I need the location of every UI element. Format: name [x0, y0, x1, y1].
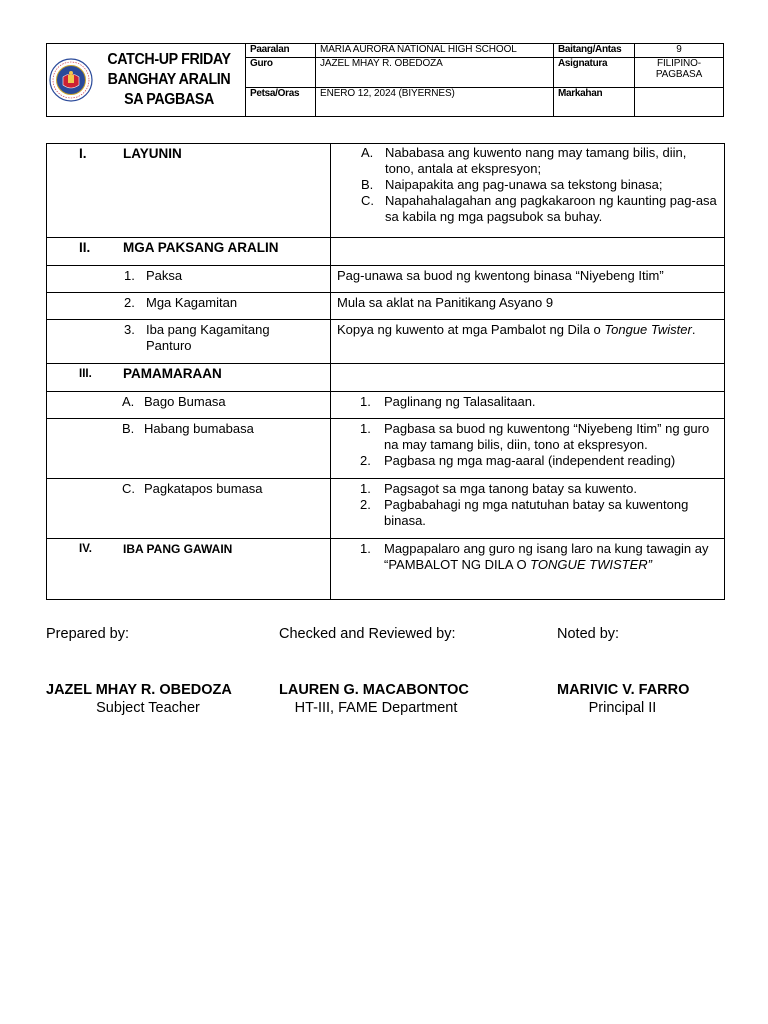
- item-marker: A.: [361, 145, 374, 160]
- petsa-label: Petsa/Oras: [246, 87, 316, 116]
- table-row: [47, 293, 725, 320]
- asignatura-value-line-2: PAGBASA: [655, 69, 703, 81]
- section-number: III.: [79, 368, 92, 380]
- subitem-label-cell: [47, 419, 331, 479]
- lesson-plan-table: [46, 143, 725, 600]
- section-title: LAYUNIN: [123, 146, 182, 161]
- subitem-label: Mga Kagamitan: [146, 295, 238, 310]
- table-row: [47, 266, 725, 293]
- baitang-value: 9: [635, 44, 724, 58]
- subitem-label-cell: [47, 293, 331, 320]
- subitem-label: Iba pang Kagamitang Panturo: [146, 322, 270, 353]
- section-row-paksa: [47, 238, 725, 266]
- item-text: Naipapakita ang pag-unawa sa tekstong binasa;: [385, 177, 663, 192]
- list-item: [360, 481, 718, 497]
- section-heading-cell: [47, 144, 331, 238]
- subitem-value-text: Kopya ng kuwento at mga Pambalot ng Dila o: [337, 322, 605, 337]
- table-row: [47, 419, 725, 479]
- paaralan-label: Paaralan: [246, 44, 316, 58]
- subitem-number: A.: [122, 394, 135, 409]
- item-marker: 2.: [360, 497, 371, 512]
- item-marker: 1.: [360, 481, 371, 496]
- item-text: Napahahalagahan ang pagkakaroon ng kaunting pag-asa sa kabila ng mga pagsubok sa buhay.: [385, 193, 717, 224]
- document-title: [99, 50, 239, 110]
- asignatura-value-line-1: FILIPINO-: [656, 58, 702, 70]
- checked-name: LAUREN G. MACABONTOC: [279, 682, 469, 698]
- list-item: [361, 193, 718, 225]
- deped-seal-icon: [49, 58, 93, 102]
- table-row: [47, 479, 725, 539]
- subitem-label: Paksa: [146, 268, 183, 283]
- item-marker: 1.: [360, 394, 371, 409]
- petsa-value: ENERO 12, 2024 (BIYERNES): [316, 87, 554, 116]
- list-item: [360, 421, 718, 453]
- subitem-number: B.: [122, 421, 135, 436]
- empty-cell: [331, 364, 725, 392]
- list-item: [360, 497, 718, 529]
- checked-position: HT-III, FAME Department: [294, 700, 458, 716]
- subitem-number: 2.: [124, 295, 135, 310]
- subitem-list-cell: [331, 392, 725, 419]
- header-table: [46, 43, 724, 117]
- layunin-objectives-cell: [331, 144, 725, 238]
- table-row: [47, 392, 725, 419]
- subitem-label-cell: [47, 479, 331, 539]
- prepared-name: JAZEL MHAY R. OBEDOZA: [46, 682, 232, 698]
- title-line-1: CATCH-UP FRIDAY: [107, 51, 231, 68]
- table-row: [47, 320, 725, 364]
- subitem-list-cell: [331, 419, 725, 479]
- item-marker: B.: [361, 177, 374, 192]
- item-marker: C.: [361, 193, 374, 208]
- markahan-label: Markahan: [554, 87, 635, 116]
- subitem-value-end: .: [691, 322, 696, 337]
- subitem-label-cell: [47, 266, 331, 293]
- markahan-value: [635, 87, 724, 116]
- item-text: Nababasa ang kuwento nang may tamang bilis, diin, tono, antala at ekspresyon;: [385, 145, 687, 176]
- asignatura-label: Asignatura: [554, 58, 635, 87]
- subitem-number: 1.: [124, 268, 135, 283]
- item-marker: 1.: [360, 541, 371, 556]
- list-item: [360, 453, 718, 469]
- list-item: [360, 394, 718, 410]
- item-text-main: Magpapalaro ang guro ng isang laro na kung tawagin ay “PAMBALOT NG DILA O: [384, 541, 709, 572]
- subitem-label: Habang bumabasa: [144, 421, 254, 436]
- subitem-list-cell: [331, 479, 725, 539]
- item-text: Paglinang ng Talasalitaan.: [384, 394, 536, 409]
- asignatura-value: [635, 58, 724, 87]
- checked-by-label: Checked and Reviewed by:: [279, 626, 456, 642]
- guro-label: Guro: [246, 58, 316, 87]
- section-title: IBA PANG GAWAIN: [123, 542, 233, 556]
- item-text: Pagbasa ng mga mag-aaral (independent reading): [384, 453, 676, 468]
- subitem-label: Bago Bumasa: [144, 394, 226, 409]
- subitem-label: Pagkatapos bumasa: [144, 481, 263, 496]
- item-marker: 2.: [360, 453, 371, 468]
- section-heading-cell: [47, 364, 331, 392]
- section-heading-cell: [47, 238, 331, 266]
- item-marker: 1.: [360, 421, 371, 436]
- subitem-value: [331, 320, 725, 364]
- list-item: [361, 177, 718, 193]
- section-number: IV.: [79, 543, 93, 555]
- subitem-value: Pag-unawa sa buod ng kwentong binasa “Niyebeng Itim”: [331, 266, 725, 293]
- item-text: Pagbasa sa buod ng kuwentong “Niyebeng Itim” ng guro na may tamang bilis, diin, tono at ekspresyon.: [384, 421, 710, 452]
- section-title: MGA PAKSANG ARALIN: [123, 240, 279, 255]
- section-heading-cell: [47, 539, 331, 600]
- subitem-value-emphasis: Tongue Twister: [604, 322, 692, 337]
- section-row-iba: [47, 539, 725, 600]
- iba-list-cell: [331, 539, 725, 600]
- noted-name: MARIVIC V. FARRO: [557, 682, 690, 698]
- subitem-label-cell: [47, 392, 331, 419]
- empty-cell: [331, 238, 725, 266]
- list-item: [361, 145, 718, 177]
- section-title: PAMAMARAAN: [123, 366, 222, 381]
- item-text: [384, 541, 718, 573]
- section-number: I.: [79, 146, 87, 161]
- item-text-emphasis: TONGUE TWISTER”: [530, 557, 652, 572]
- item-text: Pagsagot sa mga tanong batay sa kuwento.: [384, 481, 637, 496]
- section-number: II.: [79, 240, 91, 255]
- paaralan-value: MARIA AURORA NATIONAL HIGH SCHOOL: [316, 44, 554, 58]
- prepared-position: Subject Teacher: [96, 700, 200, 716]
- section-row-layunin: [47, 144, 725, 238]
- list-item: [360, 541, 718, 573]
- item-text: Pagbabahagi ng mga natutuhan batay sa kuwentong binasa.: [384, 497, 689, 528]
- section-row-pamamaraan: [47, 364, 725, 392]
- subitem-number: 3.: [124, 322, 135, 337]
- subitem-number: C.: [122, 481, 135, 496]
- guro-value: JAZEL MHAY R. OBEDOZA: [316, 58, 554, 87]
- subitem-label-cell: [47, 320, 331, 364]
- noted-by-label: Noted by:: [557, 626, 620, 642]
- noted-position: Principal II: [588, 700, 657, 716]
- title-line-2: BANGHAY ARALIN: [107, 71, 231, 88]
- subitem-value: Mula sa aklat na Panitikang Asyano 9: [331, 293, 725, 320]
- prepared-by-label: Prepared by:: [46, 626, 130, 642]
- baitang-label: Baitang/Antas: [554, 44, 635, 58]
- title-line-3: SA PAGBASA: [124, 91, 214, 108]
- header-title-cell: [47, 44, 246, 117]
